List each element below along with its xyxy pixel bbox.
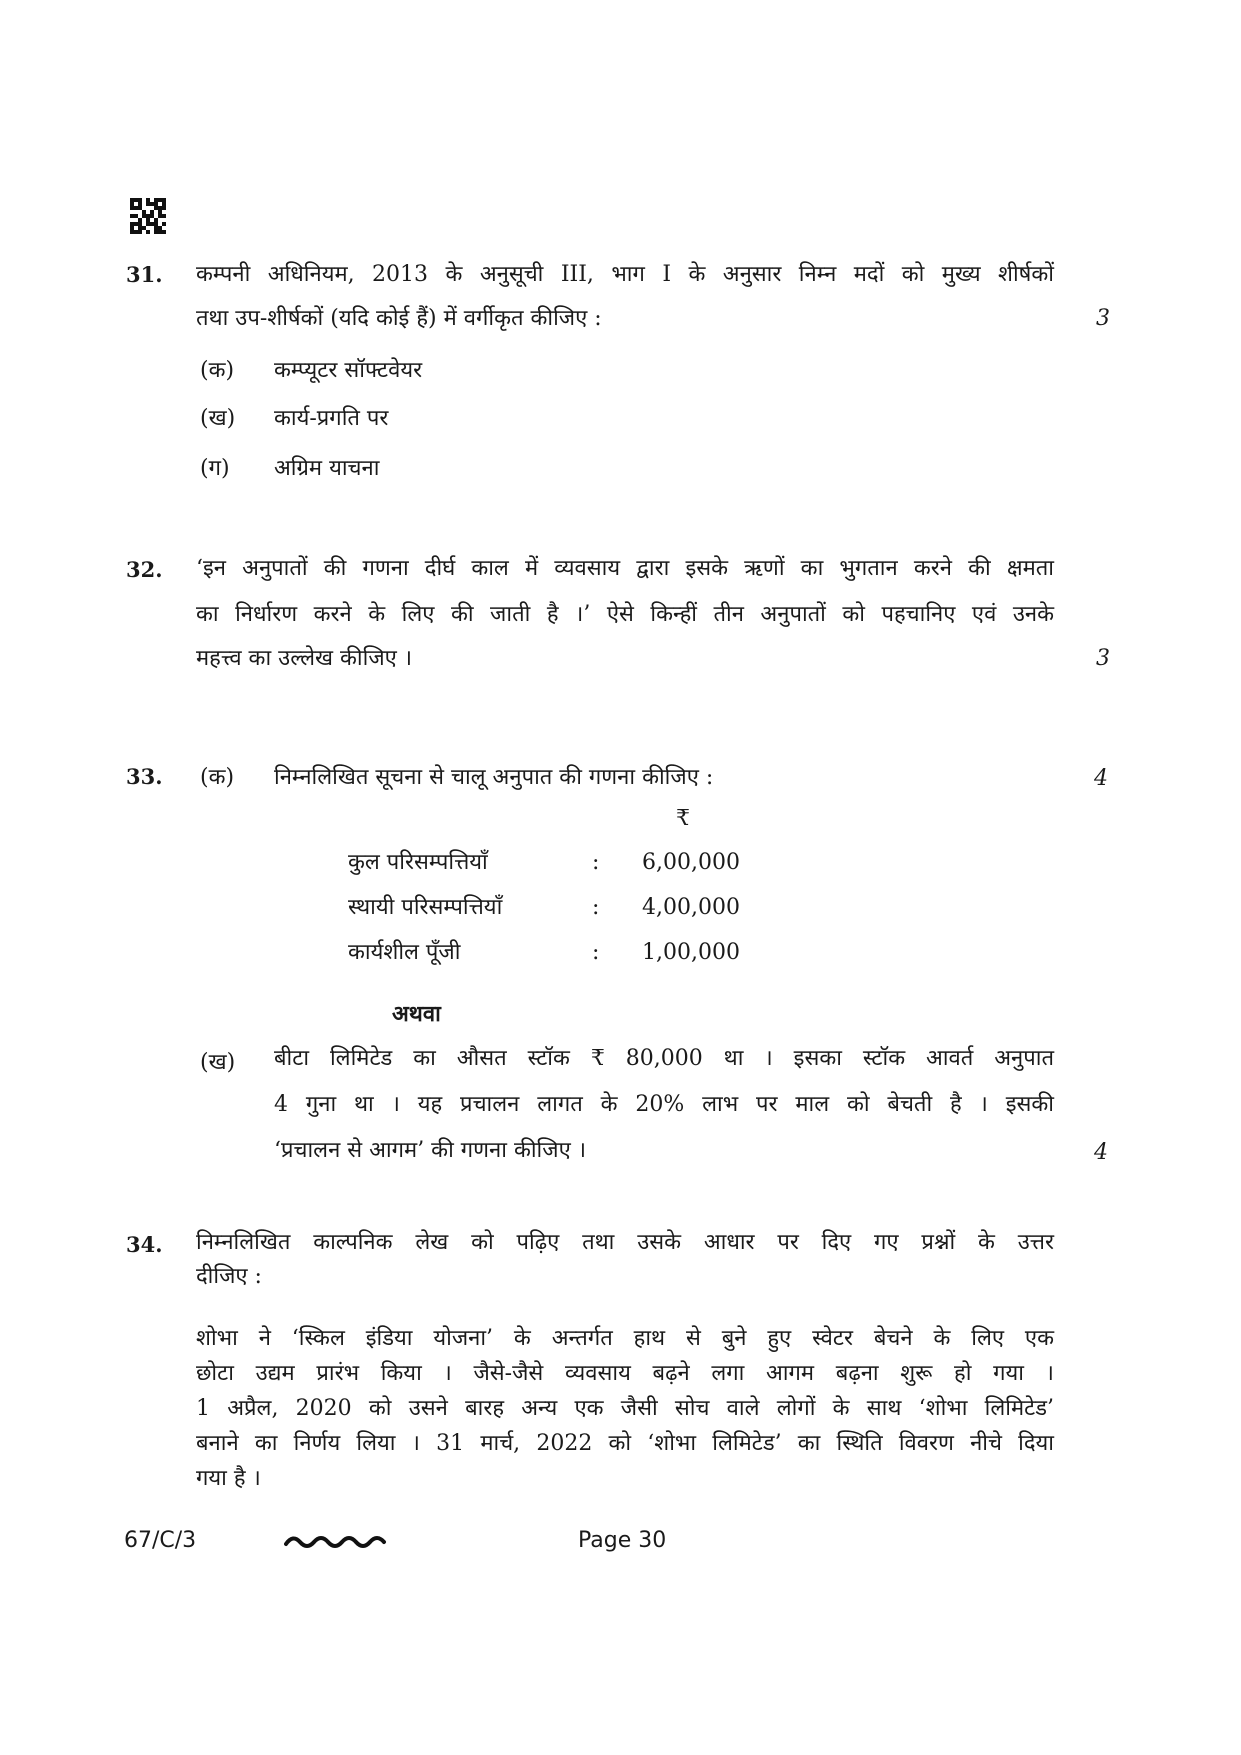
q34-para-line2: छोटा उद्यम प्रारंभ किया । जैसे-जैसे व्यवसाय बढ़ने लगा आगम बढ़ना शुरू हो गया । bbox=[196, 1361, 1054, 1386]
q33b-text-line2: 4 गुना था । यह प्रचालन लागत के 20% लाभ पर माल को बेचती है । इसकी bbox=[274, 1092, 1054, 1117]
q33a-label: (क) bbox=[200, 765, 235, 790]
q31-item-c-label: (ग) bbox=[200, 456, 230, 481]
decorative-tilde-icon bbox=[284, 1530, 390, 1554]
qr-code bbox=[130, 198, 166, 234]
q33a-row-1-sep: : bbox=[592, 850, 600, 875]
q34-intro-line1: निम्नलिखित काल्पनिक लेख को पढ़िए तथा उसके आधार पर दिए गए प्रश्नों के उत्तर bbox=[196, 1230, 1054, 1255]
q33a-row-1-item: कुल परिसम्पत्तियाँ bbox=[348, 850, 488, 875]
question-number-33: 33. bbox=[126, 764, 163, 789]
q33a-row-3-sep: : bbox=[592, 940, 600, 965]
q33b-label: (ख) bbox=[200, 1050, 236, 1075]
q31-text-line1: कम्पनी अधिनियम, 2013 के अनुसूची III, भाग I के अनुसार निम्न मदों को मुख्य शीर्षकों bbox=[196, 262, 1054, 287]
q34-para-line4: बनाने का निर्णय लिया । 31 मार्च, 2022 को ‘शोभा लिमिटेड’ का स्थिति विवरण नीचे दिया bbox=[196, 1431, 1054, 1456]
q32-text-line1: ‘इन अनुपातों की गणना दीर्घ काल में व्यवसाय द्वारा इसके ऋणों का भुगतान करने की क्षमता bbox=[196, 556, 1054, 581]
q33a-row-3-value: 1,00,000 bbox=[642, 940, 740, 965]
q33b-marks: 4 bbox=[1094, 1140, 1108, 1165]
paper-code: 67/C/3 bbox=[124, 1528, 197, 1553]
q31-marks: 3 bbox=[1096, 306, 1110, 331]
question-number-31: 31. bbox=[126, 262, 163, 287]
q33a-row-2-sep: : bbox=[592, 895, 600, 920]
q32-marks: 3 bbox=[1096, 646, 1110, 671]
question-number-34: 34. bbox=[126, 1232, 163, 1257]
q31-item-b-text: कार्य-प्रगति पर bbox=[274, 406, 389, 431]
q34-para-line5: गया है । bbox=[196, 1466, 261, 1491]
question-number-32: 32. bbox=[126, 557, 163, 582]
q34-para-line1: शोभा ने ‘स्किल इंडिया योजना’ के अन्तर्गत हाथ से बुने हुए स्वेटर बेचने के लिए एक bbox=[196, 1326, 1054, 1351]
q31-item-a-text: कम्प्यूटर सॉफ्टवेयर bbox=[274, 358, 423, 383]
or-label: अथवा bbox=[392, 1001, 441, 1027]
q34-intro-line2: दीजिए : bbox=[196, 1264, 262, 1289]
q31-item-b-label: (ख) bbox=[200, 406, 236, 431]
q33a-row-1-value: 6,00,000 bbox=[642, 850, 740, 875]
q33a-row-3-item: कार्यशील पूँजी bbox=[348, 940, 461, 965]
q31-text-line2: तथा उप-शीर्षकों (यदि कोई हैं) में वर्गीकृत कीजिए : bbox=[196, 306, 602, 331]
q33b-text-line1: बीटा लिमिटेड का औसत स्टॉक ₹ 80,000 था । इसका स्टॉक आवर्त अनुपात bbox=[274, 1046, 1054, 1071]
q33b-text-line3: ‘प्रचालन से आगम’ की गणना कीजिए । bbox=[274, 1138, 587, 1163]
q31-item-a-label: (क) bbox=[200, 358, 235, 383]
page-number: Page 30 bbox=[578, 1528, 667, 1553]
currency-symbol: ₹ bbox=[676, 806, 690, 831]
q34-para-line3: 1 अप्रैल, 2020 को उसने बारह अन्य एक जैसी सोच वाले लोगों के साथ ‘शोभा लिमिटेड’ bbox=[196, 1396, 1054, 1421]
q33a-text: निम्नलिखित सूचना से चालू अनुपात की गणना कीजिए : bbox=[274, 765, 714, 790]
q32-text-line3: महत्त्व का उल्लेख कीजिए । bbox=[196, 646, 413, 671]
q33a-row-2-value: 4,00,000 bbox=[642, 895, 740, 920]
q33a-row-2-item: स्थायी परिसम्पत्तियाँ bbox=[348, 895, 503, 920]
q31-item-c-text: अग्रिम याचना bbox=[274, 456, 380, 481]
q33a-marks: 4 bbox=[1094, 766, 1108, 791]
q32-text-line2: का निर्धारण करने के लिए की जाती है ।’ ऐसे किन्हीं तीन अनुपातों को पहचानिए एवं उनके bbox=[196, 602, 1054, 627]
